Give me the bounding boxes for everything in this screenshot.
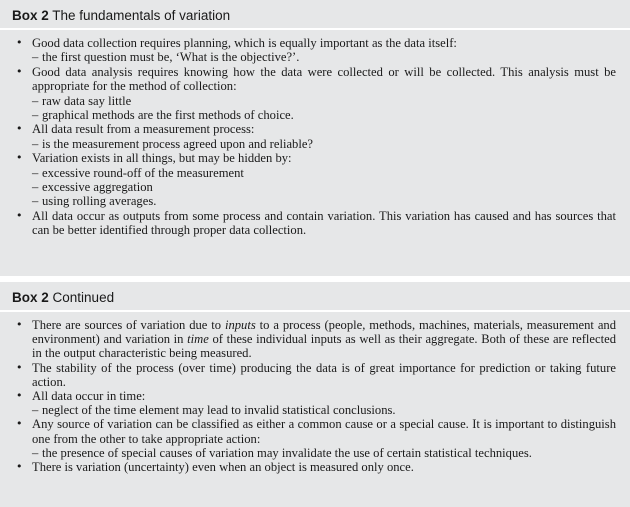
emphasis-time: time (187, 332, 209, 347)
list-item (16, 318, 616, 361)
box-title: Continued (52, 290, 115, 305)
sub-list-item: – using rolling averages. (16, 194, 616, 208)
list-item: • The stability of the process (over time) producing the data is of great importance for prediction or taking future action. (16, 361, 616, 389)
text-run: There are sources of variation due to (32, 318, 225, 332)
box-label: Box 2 (12, 290, 49, 305)
box-title: The fundamentals of variation (52, 8, 231, 23)
sub-list-item: – excessive aggregation (16, 180, 616, 194)
sub-list-item: – the first question must be, ‘What is the objective?’. (16, 50, 616, 64)
sub-list-item: – the presence of special causes of variation may invalidate the use of certain statistical techniques. (16, 446, 616, 460)
list-item: • Good data collection requires planning, which is equally important as the data itself: (16, 36, 616, 50)
sub-list-item: – raw data say little (16, 94, 616, 108)
sub-list-item: – excessive round-off of the measurement (16, 166, 616, 180)
box-header (0, 282, 630, 312)
list-item: • All data result from a measurement process: (16, 122, 616, 136)
sub-list-item: – neglect of the time element may lead to invalid statistical conclusions. (16, 403, 616, 417)
list-item: • Any source of variation can be classified as either a common cause or a special cause. It is important to distinguish one from the other to take appropriate action: (16, 417, 616, 445)
text-run: to a process (people, methods, machines, materials, measurement and environment) and variation in (32, 318, 616, 347)
list-item: • All data occur as outputs from some process and contain variation. This variation has caused and has sources that can be better identified through proper data collection. (16, 209, 616, 238)
sub-list-item: – is the measurement process agreed upon and reliable? (16, 137, 616, 151)
box-continued (0, 282, 630, 507)
sub-list-item: – graphical methods are the first methods of choice. (16, 108, 616, 122)
list-item: • Good data analysis requires knowing how the data were collected or will be collected. This analysis must be appropriate for the method of collection: (16, 65, 616, 94)
box-body (0, 312, 630, 474)
box-header (0, 0, 630, 30)
text-run: of these individual inputs as well as their aggregate. Both of these are reflected in the output characteristic being measured. (32, 332, 616, 361)
list-item: • Variation exists in all things, but may be hidden by: (16, 151, 616, 165)
box-body (0, 30, 630, 238)
box-label: Box 2 (12, 8, 49, 23)
list-item: • There is variation (uncertainty) even when an object is measured only once. (16, 460, 616, 474)
emphasis-inputs: inputs (224, 318, 256, 332)
list-item: • All data occur in time: (16, 389, 616, 403)
